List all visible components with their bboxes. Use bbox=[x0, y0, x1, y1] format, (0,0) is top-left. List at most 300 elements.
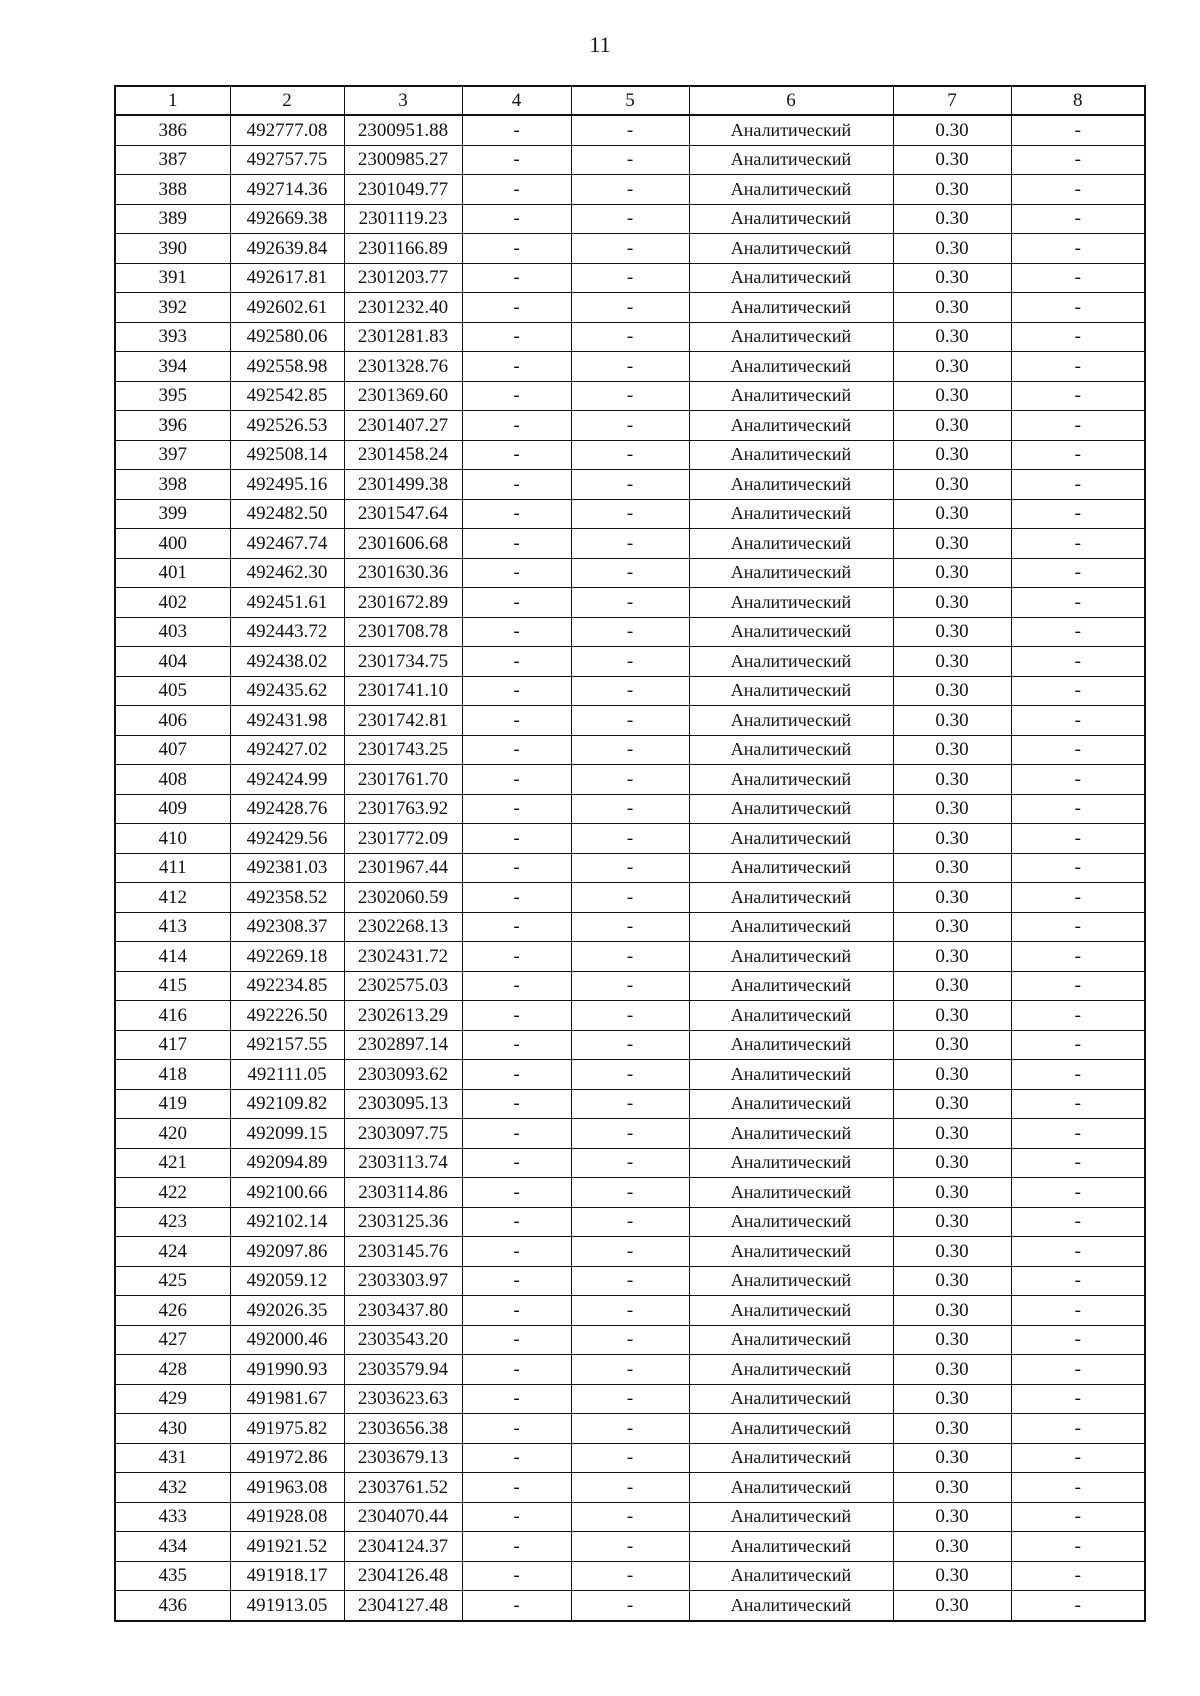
table-row bbox=[115, 440, 1145, 470]
cell-col-5: - bbox=[571, 706, 689, 736]
cell-col-8: - bbox=[1011, 529, 1145, 559]
cell-x-coordinate: 492714.36 bbox=[230, 175, 344, 205]
cell-y-coordinate: 2303093.62 bbox=[344, 1060, 462, 1090]
cell-method: Аналитический bbox=[689, 883, 893, 913]
cell-col-5: - bbox=[571, 529, 689, 559]
cell-x-coordinate: 491963.08 bbox=[230, 1473, 344, 1503]
table-row bbox=[115, 794, 1145, 824]
cell-col-5: - bbox=[571, 204, 689, 234]
cell-y-coordinate: 2301763.92 bbox=[344, 794, 462, 824]
table-row bbox=[115, 1532, 1145, 1562]
column-header-3: 3 bbox=[344, 86, 462, 115]
cell-col-5: - bbox=[571, 1591, 689, 1621]
cell-method: Аналитический bbox=[689, 647, 893, 677]
table-row bbox=[115, 824, 1145, 854]
cell-col-8: - bbox=[1011, 647, 1145, 677]
cell-x-coordinate: 492757.75 bbox=[230, 145, 344, 175]
cell-x-coordinate: 492099.15 bbox=[230, 1119, 344, 1149]
cell-point-number: 386 bbox=[115, 115, 230, 145]
cell-point-number: 417 bbox=[115, 1030, 230, 1060]
cell-col-8: - bbox=[1011, 735, 1145, 765]
cell-col-5: - bbox=[571, 1443, 689, 1473]
cell-col-4: - bbox=[462, 1414, 571, 1444]
table-row bbox=[115, 1355, 1145, 1385]
table-row bbox=[115, 529, 1145, 559]
cell-method: Аналитический bbox=[689, 1001, 893, 1031]
cell-method: Аналитический bbox=[689, 1266, 893, 1296]
table-row bbox=[115, 1443, 1145, 1473]
cell-x-coordinate: 491918.17 bbox=[230, 1561, 344, 1591]
cell-y-coordinate: 2301458.24 bbox=[344, 440, 462, 470]
coordinates-table bbox=[114, 85, 1146, 1622]
cell-col-8: - bbox=[1011, 234, 1145, 264]
cell-accuracy: 0.30 bbox=[893, 1473, 1011, 1503]
cell-accuracy: 0.30 bbox=[893, 1030, 1011, 1060]
cell-col-4: - bbox=[462, 529, 571, 559]
table-row bbox=[115, 263, 1145, 293]
cell-method: Аналитический bbox=[689, 1148, 893, 1178]
cell-col-4: - bbox=[462, 971, 571, 1001]
cell-point-number: 406 bbox=[115, 706, 230, 736]
cell-col-5: - bbox=[571, 1414, 689, 1444]
cell-point-number: 392 bbox=[115, 293, 230, 323]
cell-accuracy: 0.30 bbox=[893, 1443, 1011, 1473]
cell-col-4: - bbox=[462, 1355, 571, 1385]
cell-col-5: - bbox=[571, 1148, 689, 1178]
table-row bbox=[115, 1266, 1145, 1296]
cell-accuracy: 0.30 bbox=[893, 145, 1011, 175]
table-header-row bbox=[115, 86, 1145, 115]
cell-y-coordinate: 2301499.38 bbox=[344, 470, 462, 500]
cell-method: Аналитический bbox=[689, 971, 893, 1001]
cell-col-5: - bbox=[571, 145, 689, 175]
cell-col-8: - bbox=[1011, 1030, 1145, 1060]
cell-method: Аналитический bbox=[689, 1355, 893, 1385]
cell-x-coordinate: 492111.05 bbox=[230, 1060, 344, 1090]
cell-y-coordinate: 2301369.60 bbox=[344, 381, 462, 411]
cell-method: Аналитический bbox=[689, 440, 893, 470]
cell-accuracy: 0.30 bbox=[893, 1178, 1011, 1208]
cell-x-coordinate: 492157.55 bbox=[230, 1030, 344, 1060]
cell-col-4: - bbox=[462, 1591, 571, 1621]
cell-col-4: - bbox=[462, 706, 571, 736]
cell-y-coordinate: 2303679.13 bbox=[344, 1443, 462, 1473]
table-row bbox=[115, 1207, 1145, 1237]
cell-y-coordinate: 2301203.77 bbox=[344, 263, 462, 293]
cell-point-number: 387 bbox=[115, 145, 230, 175]
cell-point-number: 395 bbox=[115, 381, 230, 411]
cell-col-4: - bbox=[462, 352, 571, 382]
cell-col-5: - bbox=[571, 1119, 689, 1149]
cell-accuracy: 0.30 bbox=[893, 381, 1011, 411]
cell-y-coordinate: 2303303.97 bbox=[344, 1266, 462, 1296]
cell-x-coordinate: 492059.12 bbox=[230, 1266, 344, 1296]
cell-col-4: - bbox=[462, 1030, 571, 1060]
cell-y-coordinate: 2304126.48 bbox=[344, 1561, 462, 1591]
cell-accuracy: 0.30 bbox=[893, 942, 1011, 972]
cell-method: Аналитический bbox=[689, 529, 893, 559]
cell-point-number: 408 bbox=[115, 765, 230, 795]
cell-col-8: - bbox=[1011, 588, 1145, 618]
cell-col-5: - bbox=[571, 1030, 689, 1060]
cell-y-coordinate: 2303543.20 bbox=[344, 1325, 462, 1355]
cell-col-8: - bbox=[1011, 1443, 1145, 1473]
column-header-8: 8 bbox=[1011, 86, 1145, 115]
cell-accuracy: 0.30 bbox=[893, 440, 1011, 470]
cell-y-coordinate: 2303623.63 bbox=[344, 1384, 462, 1414]
cell-x-coordinate: 492234.85 bbox=[230, 971, 344, 1001]
cell-y-coordinate: 2303097.75 bbox=[344, 1119, 462, 1149]
cell-col-5: - bbox=[571, 1001, 689, 1031]
cell-method: Аналитический bbox=[689, 352, 893, 382]
table-row bbox=[115, 735, 1145, 765]
cell-col-8: - bbox=[1011, 883, 1145, 913]
cell-col-8: - bbox=[1011, 322, 1145, 352]
cell-method: Аналитический bbox=[689, 1207, 893, 1237]
cell-accuracy: 0.30 bbox=[893, 794, 1011, 824]
cell-y-coordinate: 2301708.78 bbox=[344, 617, 462, 647]
cell-point-number: 429 bbox=[115, 1384, 230, 1414]
cell-col-8: - bbox=[1011, 1414, 1145, 1444]
cell-col-8: - bbox=[1011, 1237, 1145, 1267]
cell-accuracy: 0.30 bbox=[893, 1001, 1011, 1031]
cell-point-number: 396 bbox=[115, 411, 230, 441]
cell-col-8: - bbox=[1011, 499, 1145, 529]
cell-x-coordinate: 492424.99 bbox=[230, 765, 344, 795]
cell-accuracy: 0.30 bbox=[893, 1296, 1011, 1326]
cell-y-coordinate: 2304127.48 bbox=[344, 1591, 462, 1621]
cell-accuracy: 0.30 bbox=[893, 411, 1011, 441]
cell-y-coordinate: 2302431.72 bbox=[344, 942, 462, 972]
cell-col-4: - bbox=[462, 617, 571, 647]
cell-col-5: - bbox=[571, 1561, 689, 1591]
cell-col-8: - bbox=[1011, 411, 1145, 441]
cell-col-5: - bbox=[571, 735, 689, 765]
cell-col-5: - bbox=[571, 853, 689, 883]
cell-col-4: - bbox=[462, 1502, 571, 1532]
cell-method: Аналитический bbox=[689, 912, 893, 942]
cell-y-coordinate: 2301281.83 bbox=[344, 322, 462, 352]
cell-method: Аналитический bbox=[689, 470, 893, 500]
cell-accuracy: 0.30 bbox=[893, 765, 1011, 795]
cell-col-5: - bbox=[571, 499, 689, 529]
cell-col-4: - bbox=[462, 1089, 571, 1119]
cell-col-8: - bbox=[1011, 1119, 1145, 1149]
cell-col-4: - bbox=[462, 558, 571, 588]
cell-y-coordinate: 2300985.27 bbox=[344, 145, 462, 175]
cell-col-8: - bbox=[1011, 1266, 1145, 1296]
cell-col-4: - bbox=[462, 824, 571, 854]
cell-col-8: - bbox=[1011, 1325, 1145, 1355]
cell-x-coordinate: 492462.30 bbox=[230, 558, 344, 588]
cell-y-coordinate: 2302575.03 bbox=[344, 971, 462, 1001]
table-row bbox=[115, 1591, 1145, 1621]
cell-method: Аналитический bbox=[689, 1089, 893, 1119]
cell-accuracy: 0.30 bbox=[893, 499, 1011, 529]
cell-x-coordinate: 492617.81 bbox=[230, 263, 344, 293]
cell-accuracy: 0.30 bbox=[893, 352, 1011, 382]
table-row bbox=[115, 706, 1145, 736]
cell-point-number: 399 bbox=[115, 499, 230, 529]
cell-method: Аналитический bbox=[689, 588, 893, 618]
cell-accuracy: 0.30 bbox=[893, 735, 1011, 765]
table-row bbox=[115, 883, 1145, 913]
cell-y-coordinate: 2303095.13 bbox=[344, 1089, 462, 1119]
cell-x-coordinate: 491972.86 bbox=[230, 1443, 344, 1473]
table-row bbox=[115, 1296, 1145, 1326]
cell-accuracy: 0.30 bbox=[893, 175, 1011, 205]
cell-method: Аналитический bbox=[689, 1325, 893, 1355]
cell-accuracy: 0.30 bbox=[893, 706, 1011, 736]
cell-point-number: 397 bbox=[115, 440, 230, 470]
cell-method: Аналитический bbox=[689, 263, 893, 293]
table-row bbox=[115, 1384, 1145, 1414]
cell-col-5: - bbox=[571, 1384, 689, 1414]
cell-point-number: 419 bbox=[115, 1089, 230, 1119]
table-row bbox=[115, 1119, 1145, 1149]
cell-col-4: - bbox=[462, 175, 571, 205]
cell-accuracy: 0.30 bbox=[893, 617, 1011, 647]
page-number: 11 bbox=[589, 32, 611, 57]
cell-x-coordinate: 492435.62 bbox=[230, 676, 344, 706]
cell-col-8: - bbox=[1011, 1355, 1145, 1385]
cell-method: Аналитический bbox=[689, 794, 893, 824]
cell-col-4: - bbox=[462, 1325, 571, 1355]
cell-x-coordinate: 492308.37 bbox=[230, 912, 344, 942]
cell-col-4: - bbox=[462, 263, 571, 293]
cell-col-4: - bbox=[462, 322, 571, 352]
cell-col-8: - bbox=[1011, 204, 1145, 234]
cell-x-coordinate: 492026.35 bbox=[230, 1296, 344, 1326]
cell-col-4: - bbox=[462, 1384, 571, 1414]
cell-method: Аналитический bbox=[689, 853, 893, 883]
cell-y-coordinate: 2303114.86 bbox=[344, 1178, 462, 1208]
cell-y-coordinate: 2302268.13 bbox=[344, 912, 462, 942]
cell-x-coordinate: 492097.86 bbox=[230, 1237, 344, 1267]
cell-x-coordinate: 491990.93 bbox=[230, 1355, 344, 1385]
cell-col-4: - bbox=[462, 1266, 571, 1296]
cell-x-coordinate: 491921.52 bbox=[230, 1532, 344, 1562]
cell-point-number: 431 bbox=[115, 1443, 230, 1473]
cell-col-8: - bbox=[1011, 765, 1145, 795]
cell-col-5: - bbox=[571, 971, 689, 1001]
cell-point-number: 400 bbox=[115, 529, 230, 559]
cell-col-8: - bbox=[1011, 381, 1145, 411]
table-row bbox=[115, 470, 1145, 500]
cell-col-4: - bbox=[462, 293, 571, 323]
cell-x-coordinate: 492482.50 bbox=[230, 499, 344, 529]
cell-col-5: - bbox=[571, 824, 689, 854]
cell-point-number: 426 bbox=[115, 1296, 230, 1326]
cell-y-coordinate: 2304124.37 bbox=[344, 1532, 462, 1562]
cell-y-coordinate: 2302060.59 bbox=[344, 883, 462, 913]
cell-method: Аналитический bbox=[689, 1443, 893, 1473]
cell-col-4: - bbox=[462, 1178, 571, 1208]
cell-method: Аналитический bbox=[689, 1591, 893, 1621]
column-header-1: 1 bbox=[115, 86, 230, 115]
cell-x-coordinate: 491981.67 bbox=[230, 1384, 344, 1414]
cell-col-8: - bbox=[1011, 1296, 1145, 1326]
cell-col-5: - bbox=[571, 470, 689, 500]
cell-x-coordinate: 491913.05 bbox=[230, 1591, 344, 1621]
cell-col-8: - bbox=[1011, 912, 1145, 942]
cell-x-coordinate: 492100.66 bbox=[230, 1178, 344, 1208]
cell-col-8: - bbox=[1011, 1207, 1145, 1237]
cell-method: Аналитический bbox=[689, 1384, 893, 1414]
cell-col-4: - bbox=[462, 588, 571, 618]
cell-col-4: - bbox=[462, 942, 571, 972]
cell-y-coordinate: 2301742.81 bbox=[344, 706, 462, 736]
cell-col-4: - bbox=[462, 470, 571, 500]
cell-col-8: - bbox=[1011, 263, 1145, 293]
cell-y-coordinate: 2303125.36 bbox=[344, 1207, 462, 1237]
cell-x-coordinate: 492558.98 bbox=[230, 352, 344, 382]
cell-col-5: - bbox=[571, 293, 689, 323]
cell-point-number: 416 bbox=[115, 1001, 230, 1031]
cell-method: Аналитический bbox=[689, 942, 893, 972]
cell-accuracy: 0.30 bbox=[893, 293, 1011, 323]
cell-col-5: - bbox=[571, 234, 689, 264]
cell-method: Аналитический bbox=[689, 824, 893, 854]
cell-accuracy: 0.30 bbox=[893, 1089, 1011, 1119]
cell-point-number: 421 bbox=[115, 1148, 230, 1178]
cell-y-coordinate: 2301606.68 bbox=[344, 529, 462, 559]
table-row bbox=[115, 1178, 1145, 1208]
cell-col-8: - bbox=[1011, 1591, 1145, 1621]
cell-method: Аналитический bbox=[689, 293, 893, 323]
cell-col-5: - bbox=[571, 381, 689, 411]
cell-x-coordinate: 492542.85 bbox=[230, 381, 344, 411]
cell-point-number: 424 bbox=[115, 1237, 230, 1267]
cell-col-8: - bbox=[1011, 175, 1145, 205]
cell-method: Аналитический bbox=[689, 1178, 893, 1208]
cell-point-number: 423 bbox=[115, 1207, 230, 1237]
cell-method: Аналитический bbox=[689, 558, 893, 588]
cell-x-coordinate: 492508.14 bbox=[230, 440, 344, 470]
cell-method: Аналитический bbox=[689, 175, 893, 205]
cell-col-8: - bbox=[1011, 1502, 1145, 1532]
cell-accuracy: 0.30 bbox=[893, 824, 1011, 854]
table-row bbox=[115, 322, 1145, 352]
cell-method: Аналитический bbox=[689, 1119, 893, 1149]
cell-method: Аналитический bbox=[689, 322, 893, 352]
cell-col-8: - bbox=[1011, 676, 1145, 706]
cell-accuracy: 0.30 bbox=[893, 263, 1011, 293]
cell-accuracy: 0.30 bbox=[893, 115, 1011, 145]
cell-y-coordinate: 2301743.25 bbox=[344, 735, 462, 765]
cell-col-8: - bbox=[1011, 942, 1145, 972]
cell-x-coordinate: 492000.46 bbox=[230, 1325, 344, 1355]
cell-x-coordinate: 492427.02 bbox=[230, 735, 344, 765]
cell-method: Аналитический bbox=[689, 765, 893, 795]
table-row bbox=[115, 1030, 1145, 1060]
cell-y-coordinate: 2302613.29 bbox=[344, 1001, 462, 1031]
table-row bbox=[115, 1060, 1145, 1090]
cell-x-coordinate: 492602.61 bbox=[230, 293, 344, 323]
table-row bbox=[115, 971, 1145, 1001]
cell-col-4: - bbox=[462, 1237, 571, 1267]
cell-accuracy: 0.30 bbox=[893, 676, 1011, 706]
cell-col-8: - bbox=[1011, 1148, 1145, 1178]
cell-method: Аналитический bbox=[689, 381, 893, 411]
cell-col-5: - bbox=[571, 115, 689, 145]
cell-col-5: - bbox=[571, 942, 689, 972]
cell-x-coordinate: 492451.61 bbox=[230, 588, 344, 618]
column-header-5: 5 bbox=[571, 86, 689, 115]
table-row bbox=[115, 1089, 1145, 1119]
cell-col-4: - bbox=[462, 115, 571, 145]
cell-point-number: 404 bbox=[115, 647, 230, 677]
cell-y-coordinate: 2301119.23 bbox=[344, 204, 462, 234]
cell-point-number: 389 bbox=[115, 204, 230, 234]
cell-col-8: - bbox=[1011, 115, 1145, 145]
cell-x-coordinate: 492669.38 bbox=[230, 204, 344, 234]
cell-accuracy: 0.30 bbox=[893, 1266, 1011, 1296]
cell-point-number: 388 bbox=[115, 175, 230, 205]
cell-col-5: - bbox=[571, 1325, 689, 1355]
cell-method: Аналитический bbox=[689, 1237, 893, 1267]
cell-accuracy: 0.30 bbox=[893, 1414, 1011, 1444]
cell-method: Аналитический bbox=[689, 204, 893, 234]
cell-x-coordinate: 492467.74 bbox=[230, 529, 344, 559]
cell-x-coordinate: 492443.72 bbox=[230, 617, 344, 647]
cell-col-4: - bbox=[462, 1148, 571, 1178]
cell-y-coordinate: 2301049.77 bbox=[344, 175, 462, 205]
column-header-6: 6 bbox=[689, 86, 893, 115]
cell-method: Аналитический bbox=[689, 499, 893, 529]
cell-col-4: - bbox=[462, 145, 571, 175]
cell-x-coordinate: 492526.53 bbox=[230, 411, 344, 441]
cell-col-5: - bbox=[571, 1355, 689, 1385]
cell-accuracy: 0.30 bbox=[893, 558, 1011, 588]
cell-x-coordinate: 492777.08 bbox=[230, 115, 344, 145]
cell-col-8: - bbox=[1011, 853, 1145, 883]
cell-col-5: - bbox=[571, 1060, 689, 1090]
cell-method: Аналитический bbox=[689, 1030, 893, 1060]
cell-method: Аналитический bbox=[689, 1473, 893, 1503]
cell-col-5: - bbox=[571, 765, 689, 795]
cell-col-8: - bbox=[1011, 293, 1145, 323]
cell-accuracy: 0.30 bbox=[893, 322, 1011, 352]
table-body bbox=[115, 115, 1145, 1621]
cell-col-5: - bbox=[571, 440, 689, 470]
cell-y-coordinate: 2303113.74 bbox=[344, 1148, 462, 1178]
table-row bbox=[115, 853, 1145, 883]
cell-y-coordinate: 2301547.64 bbox=[344, 499, 462, 529]
cell-col-5: - bbox=[571, 1178, 689, 1208]
cell-point-number: 435 bbox=[115, 1561, 230, 1591]
cell-col-4: - bbox=[462, 676, 571, 706]
cell-accuracy: 0.30 bbox=[893, 588, 1011, 618]
table-row bbox=[115, 1561, 1145, 1591]
cell-col-8: - bbox=[1011, 352, 1145, 382]
cell-accuracy: 0.30 bbox=[893, 1207, 1011, 1237]
cell-y-coordinate: 2301967.44 bbox=[344, 853, 462, 883]
cell-col-4: - bbox=[462, 765, 571, 795]
cell-x-coordinate: 491975.82 bbox=[230, 1414, 344, 1444]
cell-y-coordinate: 2301734.75 bbox=[344, 647, 462, 677]
cell-method: Аналитический bbox=[689, 1060, 893, 1090]
cell-x-coordinate: 492102.14 bbox=[230, 1207, 344, 1237]
cell-col-8: - bbox=[1011, 1089, 1145, 1119]
cell-y-coordinate: 2303656.38 bbox=[344, 1414, 462, 1444]
cell-x-coordinate: 492358.52 bbox=[230, 883, 344, 913]
table-row bbox=[115, 912, 1145, 942]
cell-accuracy: 0.30 bbox=[893, 883, 1011, 913]
cell-y-coordinate: 2301672.89 bbox=[344, 588, 462, 618]
cell-col-5: - bbox=[571, 617, 689, 647]
cell-col-4: - bbox=[462, 912, 571, 942]
